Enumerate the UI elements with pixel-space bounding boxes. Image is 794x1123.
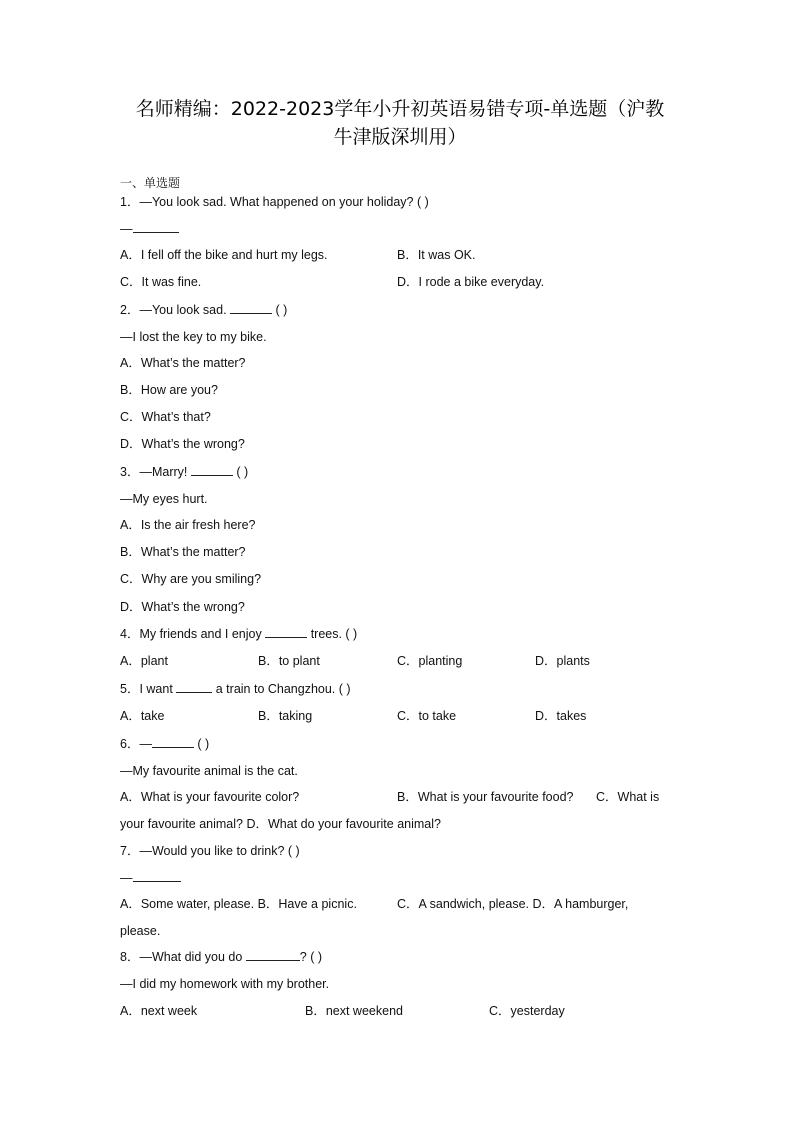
page-title-line-1: 名师精编：2022-2023学年小升初英语易错专项-单选题（沪教 <box>135 98 665 120</box>
question-8-option-c: C．yesterday <box>489 1004 565 1018</box>
answer-blank <box>176 681 212 693</box>
question-5-option-c: C．to take <box>397 709 457 723</box>
question-1: 1．—You look sad. What happened on your holiday? ( ) <box>120 195 429 209</box>
question-5-option-b: B．taking <box>258 709 313 723</box>
question-8-option-a: A．next week <box>120 1004 198 1018</box>
question-6-option-b: B．What is your favourite food? <box>397 790 574 804</box>
question-4-option-c: C．planting <box>397 654 463 668</box>
question-6-option-c-start: C．What is <box>596 790 660 804</box>
question-3-option-c: C．Why are you smiling? <box>120 572 262 586</box>
question-6-option-a: A．What is your favourite color? <box>120 790 300 804</box>
question-3-option-a: A．Is the air fresh here? <box>120 518 256 532</box>
question-8-reply: —I did my homework with my brother. <box>120 977 330 991</box>
question-4-option-b: B．to plant <box>258 654 320 668</box>
question-5-option-a: A．take <box>120 709 165 723</box>
question-3: 3．—Marry! ( ) <box>120 465 249 479</box>
question-1-reply: — <box>120 221 179 237</box>
question-6-reply: —My favourite animal is the cat. <box>120 764 298 778</box>
question-7-options-c-d: C．A sandwich, please. D．A hamburger, <box>397 897 629 911</box>
question-4: 4．My friends and I enjoy trees. ( ) <box>120 627 358 641</box>
question-5-option-d: D．takes <box>535 709 587 723</box>
question-6-options-continued: your favourite animal? D．What do your favourite animal? <box>120 817 441 831</box>
answer-blank <box>133 870 181 882</box>
question-5: 5．I want a train to Changzhou. ( ) <box>120 682 351 696</box>
question-8-option-b: B．next weekend <box>305 1004 403 1018</box>
answer-blank <box>246 949 300 961</box>
question-7-options-continued: please. <box>120 924 161 938</box>
question-7-reply: — <box>120 870 181 886</box>
question-7-options-a-b: A．Some water, please. B．Have a picnic. <box>120 897 357 911</box>
question-1-option-d: D．I rode a bike everyday. <box>397 275 545 289</box>
answer-blank <box>265 626 307 638</box>
question-1-option-a: A．I fell off the bike and hurt my legs. <box>120 248 328 262</box>
answer-blank <box>230 302 272 314</box>
question-6: 6．— ( ) <box>120 737 210 751</box>
answer-blank <box>191 464 233 476</box>
question-2-option-a: A．What’s the matter? <box>120 356 246 370</box>
question-2-option-d: D．What’s the wrong? <box>120 437 245 451</box>
section-heading: 一、单选题 <box>120 176 181 190</box>
answer-blank <box>152 736 194 748</box>
question-2-option-c: C．What’s that? <box>120 410 211 424</box>
question-3-option-b: B．What’s the matter? <box>120 545 246 559</box>
question-3-reply: —My eyes hurt. <box>120 492 208 506</box>
page-title-line-2: 牛津版深圳用） <box>333 126 467 148</box>
question-3-option-d: D．What’s the wrong? <box>120 600 245 614</box>
question-8: 8．—What did you do ? ( ) <box>120 950 322 964</box>
question-4-option-a: A．plant <box>120 654 168 668</box>
question-2: 2．—You look sad. ( ) <box>120 303 288 317</box>
question-2-option-b: B．How are you? <box>120 383 218 397</box>
question-4-option-d: D．plants <box>535 654 590 668</box>
answer-blank <box>133 221 179 233</box>
question-2-reply: —I lost the key to my bike. <box>120 330 267 344</box>
question-7: 7．—Would you like to drink? ( ) <box>120 844 300 858</box>
question-1-option-b: B．It was OK. <box>397 248 476 262</box>
question-1-option-c: C．It was fine. <box>120 275 202 289</box>
